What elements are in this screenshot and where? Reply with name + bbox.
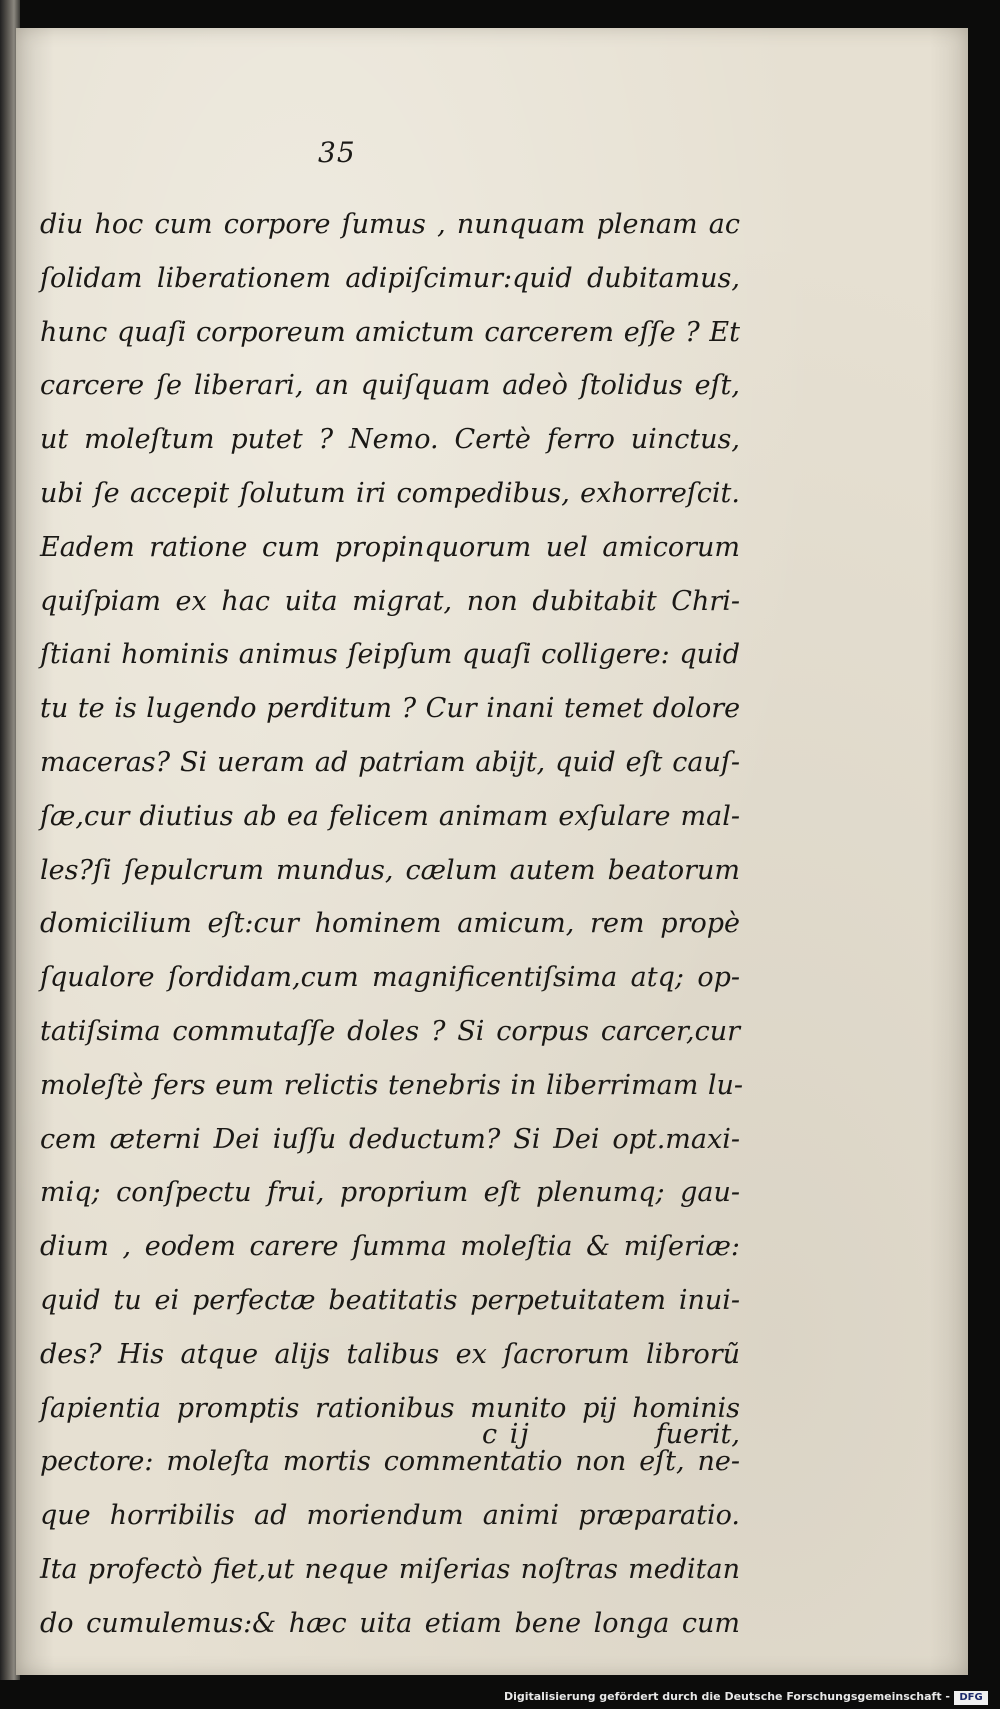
text-line-4: carcere ſe liberari, an quiſquam adeò ſtolidus eſt, [40,370,740,402]
text-line-25: que horribilis ad moriendum animi præparatio. [40,1500,740,1532]
catchword: fuerit, [655,1419,740,1450]
text-line-10: tu te is lugendo perditum ? Cur inani temet dolore [40,693,741,725]
text-line-12: ſæ,cur diutius ab ea felicem animam exſulare mal- [40,800,740,832]
text-line-18: cem æterni Dei iuſſu deductum? Si Dei opt.maxi- [40,1123,740,1155]
text-line-27: do cumulemus:& hæc uita etiam bene longa cum [40,1607,740,1639]
text-line-21: quid tu ei perfectæ beatitatis perpetuitatem inui- [40,1284,740,1316]
text-line-23: ſapientia promptis rationibus munito pij hominis [40,1392,740,1424]
digitization-credit: Digitalisierung gefördert durch die Deutsche Forschungsgemeinschaft - [503,1690,950,1703]
text-line-7: Eadem ratione cum propinquorum uel amicorum [40,531,740,563]
text-line-24: pectore: moleſta mortis commentatio non eſt, ne- [40,1446,740,1478]
text-line-15: ſqualore ſordidam,cum magnificentiſsima atq; op- [40,962,740,994]
text-line-9: ſtiani hominis animus ſeipſum quaſi colligere: quid [40,639,740,671]
text-line-20: dium , eodem carere ſumma moleſtia & miſeriæ: [40,1231,740,1263]
signature-line [40,1408,740,1462]
text-line-6: ubi ſe accepit ſolutum iri compedibus, exhorreſcit. [40,477,740,509]
text-line-3: hunc quaſi corporeum amictum carcerem eſſe ? Et [40,316,740,348]
signature-mark: c ij [482,1419,531,1450]
text-line-11: maceras? Si ueram ad patriam abijt, quid eſt cauſ- [40,746,740,778]
text-line-26: Ita profectò fiet,ut neque miſerias noſtras meditan [40,1553,740,1585]
text-line-19: miq; conſpectu frui, proprium eſt plenumq; gau- [40,1177,740,1209]
book-page [16,28,968,1675]
text-line-17: moleſtè fers eum relictis tenebris in liberrimam lu- [40,1069,744,1101]
text-line-22: des? His atque alijs talibus ex ſacrorum librorũ [40,1338,740,1370]
page-number: 35 [318,136,356,169]
text-line-16: tatiſsima commutaſſe doles ? Si corpus carcer,cur [40,1015,740,1047]
text-line-14: domicilium eſt:cur hominem amicum, rem propè [40,908,740,940]
text-line-13: les?ſi ſepulcrum mundus, cælum autem beatorum [40,854,740,886]
dfg-logo: DFG [954,1691,988,1705]
text-line-2: ſolidam liberationem adipiſcimur:quid dubitamus, [40,262,740,294]
text-line-8: quiſpiam ex hac uita migrat, non dubitabit Chri- [40,585,740,617]
text-line-1: diu hoc cum corpore ſumus , nunquam plenam ac [40,209,740,240]
text-line-5: ut moleſtum putet ? Nemo. Certè ferro uinctus, [40,424,740,456]
